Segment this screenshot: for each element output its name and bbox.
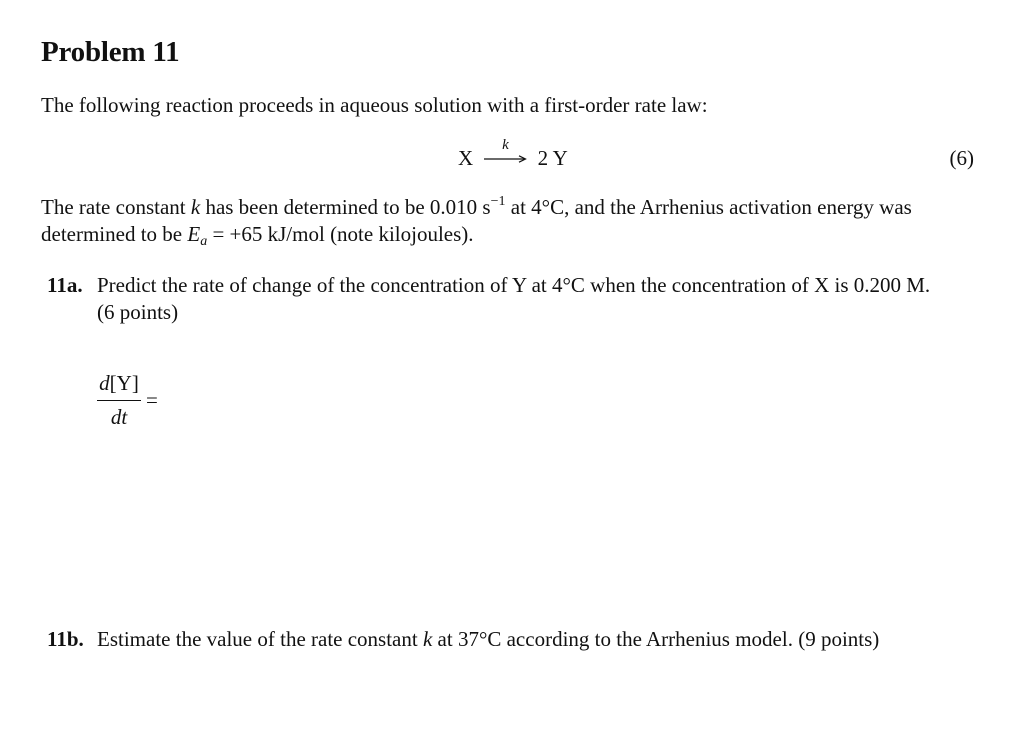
k-symbol: k	[422, 627, 433, 651]
problem-title: Problem 11	[41, 36, 180, 68]
rate-constant-label: k	[502, 137, 509, 153]
fraction-bar	[97, 400, 141, 401]
unit-exponent: −1	[490, 194, 506, 209]
reaction-equation	[458, 137, 568, 173]
text-segment: at 37°C according to the Arrhenius model. (9 points)	[432, 627, 880, 651]
intro-text: The following reaction proceeds in aqueous solution with a first-order rate law:	[41, 93, 708, 117]
question-11a-label: 11a.	[47, 273, 83, 297]
ea-symbol: E	[187, 222, 201, 246]
question-11b-text	[97, 626, 879, 653]
text-segment: Estimate the value of the rate constant	[97, 627, 423, 651]
numerator-d: d	[99, 371, 110, 395]
question-11a-points: (6 points)	[97, 300, 179, 324]
fraction-denominator: dt	[110, 405, 128, 429]
fraction-numerator	[96, 371, 142, 396]
ea-subscript: a	[200, 234, 208, 249]
rate-statement-line-1	[41, 194, 912, 221]
equals-sign: =	[146, 388, 158, 412]
product: 2 Y	[537, 145, 568, 170]
text-segment: The rate constant	[41, 195, 191, 219]
text-segment: determined to be	[41, 222, 188, 246]
rate-statement-line-2	[41, 221, 474, 248]
numerator-y: [Y]	[109, 371, 139, 395]
question-11b-label: 11b.	[47, 627, 84, 651]
k-symbol: k	[190, 195, 201, 219]
question-11a-text: Predict the rate of change of the concentration of Y at 4°C when the concentration of X is 0.200 M.	[97, 273, 931, 297]
text-segment: = +65 kJ/mol (note kilojoules).	[207, 222, 474, 246]
right-arrow-icon	[482, 155, 528, 163]
equation-number: (6)	[949, 146, 974, 170]
reaction-arrow	[482, 137, 528, 173]
text-segment: at 4°C, and the Arrhenius activation energy was	[505, 195, 912, 219]
reactant: X	[458, 145, 474, 170]
text-segment: has been determined to be 0.010 s	[200, 195, 491, 219]
